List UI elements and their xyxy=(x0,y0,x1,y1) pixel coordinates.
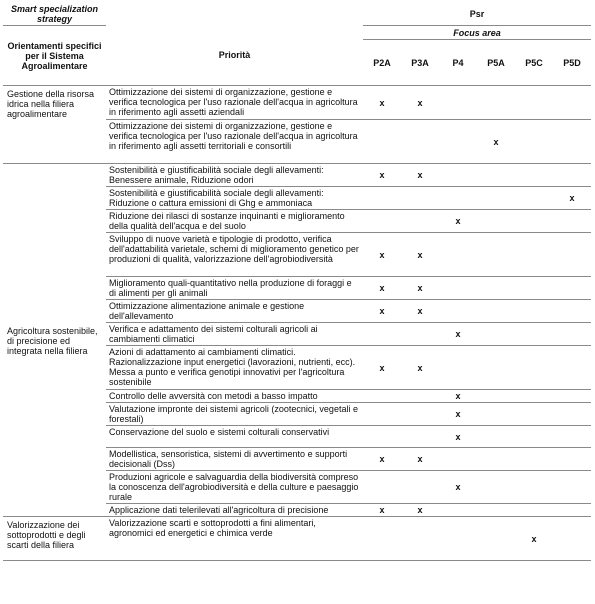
focus-mark-p5d xyxy=(553,346,591,390)
priority-text: Valutazione impronte dei sistemi agricoli (zootecnici, vegetali e forestali) xyxy=(106,403,363,426)
focus-mark-p4: x xyxy=(439,210,477,233)
focus-mark-p2a xyxy=(363,403,401,426)
focus-mark-p4: x xyxy=(439,390,477,403)
table-row xyxy=(3,517,591,561)
focus-mark-p2a xyxy=(363,187,401,210)
focus-mark-p4: x xyxy=(439,471,477,504)
focus-mark-p5d xyxy=(553,448,591,471)
priority-text: Verifica e adattamento dei sistemi colturali agricoli ai cambiamenti climatici xyxy=(106,323,363,346)
focus-mark-p5d xyxy=(553,517,591,561)
focus-mark-p5c xyxy=(515,346,553,390)
focus-mark-p3a: x xyxy=(401,300,439,323)
focus-mark-p3a: x xyxy=(401,346,439,390)
priority-text: Sostenibilità e giustificabilità sociale degli allevamenti: Benessere animale, Riduzione odori xyxy=(106,164,363,187)
focus-mark-p4 xyxy=(439,120,477,164)
focus-mark-p5d xyxy=(553,233,591,277)
focus-mark-p5a: x xyxy=(477,120,515,164)
priority-text: Valorizzazione scarti e sottoprodotti a fini alimentari, agronomici ed energetici e chimica verde xyxy=(106,517,363,561)
focus-mark-p4 xyxy=(439,517,477,561)
focus-col-header: P5D xyxy=(553,40,591,86)
focus-mark-p4: x xyxy=(439,426,477,448)
focus-mark-p3a: x xyxy=(401,164,439,187)
focus-mark-p2a: x xyxy=(363,277,401,300)
focus-mark-p3a: x xyxy=(401,233,439,277)
focus-mark-p5d xyxy=(553,277,591,300)
priority-text: Sostenibilità e giustificabilità sociale degli allevamenti: Riduzione o cattura emissioni di Ghg e ammoniaca xyxy=(106,187,363,210)
focus-mark-p4: x xyxy=(439,403,477,426)
focus-mark-p5a xyxy=(477,471,515,504)
priority-text: Modellistica, sensoristica, sistemi di avvertimento e supporti decisionali (Dss) xyxy=(106,448,363,471)
focus-mark-p3a xyxy=(401,390,439,403)
orientation-cell: Agricoltura sostenibile, di precisione ed integrata nella filiera xyxy=(3,164,106,517)
focus-mark-p5d xyxy=(553,86,591,120)
focus-mark-p4 xyxy=(439,187,477,210)
focus-area-header-label: Focus area xyxy=(453,27,501,38)
focus-mark-p5c xyxy=(515,120,553,164)
focus-mark-p5d xyxy=(553,403,591,426)
focus-mark-p5d xyxy=(553,471,591,504)
priority-text: Produzioni agricole e salvaguardia della biodiversità compreso la conoscenza dell'agrobiodiversità e della culture e paesaggio rurale xyxy=(106,471,363,504)
focus-mark-p2a: x xyxy=(363,164,401,187)
focus-mark-p5a xyxy=(477,448,515,471)
focus-mark-p5c xyxy=(515,426,553,448)
focus-mark-p3a: x xyxy=(401,448,439,471)
focus-mark-p5d xyxy=(553,323,591,346)
orientation-cell: Gestione della risorsa idrica nella filiera agroalimentare xyxy=(3,86,106,164)
focus-mark-p4 xyxy=(439,346,477,390)
focus-mark-p2a xyxy=(363,426,401,448)
focus-mark-p5a xyxy=(477,300,515,323)
priority-text: Sviluppo di nuove varietà e tipologie di prodotto, verifica dell'adattabilità varietale, schemi di miglioramento genetico per produzioni di qualità, valorizzazione dell'agrobiodiversità xyxy=(106,233,363,277)
focus-mark-p5a xyxy=(477,277,515,300)
focus-mark-p2a xyxy=(363,517,401,561)
focus-mark-p5a xyxy=(477,187,515,210)
focus-mark-p4 xyxy=(439,86,477,120)
strategy-header-label: Smart specialization strategy xyxy=(10,4,99,24)
focus-mark-p4 xyxy=(439,233,477,277)
focus-mark-p5a xyxy=(477,210,515,233)
orientation-header xyxy=(3,26,106,86)
focus-mark-p2a: x xyxy=(363,504,401,517)
focus-mark-p5c xyxy=(515,187,553,210)
focus-mark-p5d: x xyxy=(553,187,591,210)
focus-mark-p5a xyxy=(477,403,515,426)
focus-mark-p5a xyxy=(477,517,515,561)
priority-text: Conservazione del suolo e sistemi colturali conservativi xyxy=(106,426,363,448)
priority-text: Azioni di adattamento ai cambiamenti climatici. Razionalizzazione input energetici (lavorazioni, nutrienti, ecc). Messa a punto e verifica genotipi innovativi per l'agricoltura sostenibile xyxy=(106,346,363,390)
focus-mark-p3a: x xyxy=(401,86,439,120)
focus-mark-p5c xyxy=(515,277,553,300)
focus-mark-p3a xyxy=(401,323,439,346)
focus-mark-p5a xyxy=(477,346,515,390)
focus-mark-p2a xyxy=(363,471,401,504)
focus-mark-p3a xyxy=(401,187,439,210)
focus-mark-p5c xyxy=(515,390,553,403)
focus-mark-p5c xyxy=(515,164,553,187)
orientation-cell: Valorizzazione dei sottoprodotti e degli scarti della filiera xyxy=(3,517,106,561)
focus-mark-p3a xyxy=(401,517,439,561)
focus-mark-p3a: x xyxy=(401,504,439,517)
focus-mark-p5d xyxy=(553,210,591,233)
priorita-header-label: Priorità xyxy=(218,50,251,61)
focus-mark-p4 xyxy=(439,164,477,187)
focus-mark-p2a xyxy=(363,390,401,403)
table-row xyxy=(3,164,591,187)
focus-mark-p5c xyxy=(515,471,553,504)
focus-mark-p5c xyxy=(515,323,553,346)
focus-mark-p5d xyxy=(553,390,591,403)
orientation-header-label: Orientamenti specifici per il Sistema Agroalimentare xyxy=(7,40,102,71)
focus-mark-p3a xyxy=(401,471,439,504)
priority-text: Applicazione dati telerilevati all'agricoltura di precisione xyxy=(106,504,363,517)
focus-mark-p4 xyxy=(439,448,477,471)
focus-mark-p5a xyxy=(477,86,515,120)
focus-mark-p2a: x xyxy=(363,346,401,390)
focus-mark-p5d xyxy=(553,426,591,448)
focus-mark-p5c xyxy=(515,504,553,517)
focus-col-header: P4 xyxy=(439,40,477,86)
focus-mark-p5d xyxy=(553,164,591,187)
focus-mark-p5c xyxy=(515,448,553,471)
focus-mark-p2a xyxy=(363,210,401,233)
focus-mark-p4 xyxy=(439,504,477,517)
focus-mark-p2a: x xyxy=(363,86,401,120)
focus-col-header: P5A xyxy=(477,40,515,86)
priority-text: Controllo delle avversità con metodi a basso impatto xyxy=(106,390,363,403)
focus-area-header xyxy=(363,26,591,40)
focus-mark-p2a xyxy=(363,120,401,164)
strategy-header xyxy=(3,3,106,26)
focus-mark-p5c xyxy=(515,300,553,323)
focus-mark-p3a xyxy=(401,210,439,233)
focus-mark-p5c xyxy=(515,403,553,426)
focus-mark-p4 xyxy=(439,277,477,300)
focus-mark-p4 xyxy=(439,300,477,323)
focus-mark-p5a xyxy=(477,504,515,517)
focus-mark-p4: x xyxy=(439,323,477,346)
focus-mark-p5c xyxy=(515,210,553,233)
focus-mark-p5a xyxy=(477,390,515,403)
focus-col-header: P2A xyxy=(363,40,401,86)
focus-mark-p2a xyxy=(363,323,401,346)
focus-mark-p5a xyxy=(477,323,515,346)
focus-mark-p5d xyxy=(553,300,591,323)
focus-mark-p5a xyxy=(477,164,515,187)
smart-specialization-table xyxy=(3,3,591,561)
priority-text: Ottimizzazione dei sistemi di organizzazione, gestione e verifica tecnologica per l'uso razionale dell'acqua in agricoltura in riferimento agli assetti aziendali xyxy=(106,86,363,120)
psr-header xyxy=(363,3,591,26)
priority-text: Miglioramento quali-quantitativo nella produzione di foraggi e di alimenti per gli animali xyxy=(106,277,363,300)
focus-mark-p3a: x xyxy=(401,277,439,300)
focus-mark-p5c xyxy=(515,86,553,120)
focus-mark-p3a xyxy=(401,120,439,164)
focus-mark-p5a xyxy=(477,426,515,448)
priorita-header xyxy=(106,26,363,86)
table-row xyxy=(3,86,591,120)
psr-header-label: Psr xyxy=(469,9,485,19)
focus-mark-p5a xyxy=(477,233,515,277)
focus-col-header: P5C xyxy=(515,40,553,86)
priority-text: Ottimizzazione alimentazione animale e gestione dell'allevamento xyxy=(106,300,363,323)
focus-mark-p2a: x xyxy=(363,448,401,471)
focus-col-header: P3A xyxy=(401,40,439,86)
focus-mark-p3a xyxy=(401,403,439,426)
focus-mark-p2a: x xyxy=(363,300,401,323)
priority-text: Riduzione dei rilasci di sostanze inquinanti e miglioramento della qualità dell'acqua e del suolo xyxy=(106,210,363,233)
focus-mark-p3a xyxy=(401,426,439,448)
focus-mark-p5d xyxy=(553,120,591,164)
priority-text: Ottimizzazione dei sistemi di organizzazione, gestione e verifica tecnologica per l'uso razionale dell'acqua in agricoltura in riferimento agli assetti territoriali e consortili xyxy=(106,120,363,164)
focus-mark-p5c: x xyxy=(515,517,553,561)
focus-mark-p5d xyxy=(553,504,591,517)
focus-mark-p5c xyxy=(515,233,553,277)
focus-mark-p2a: x xyxy=(363,233,401,277)
